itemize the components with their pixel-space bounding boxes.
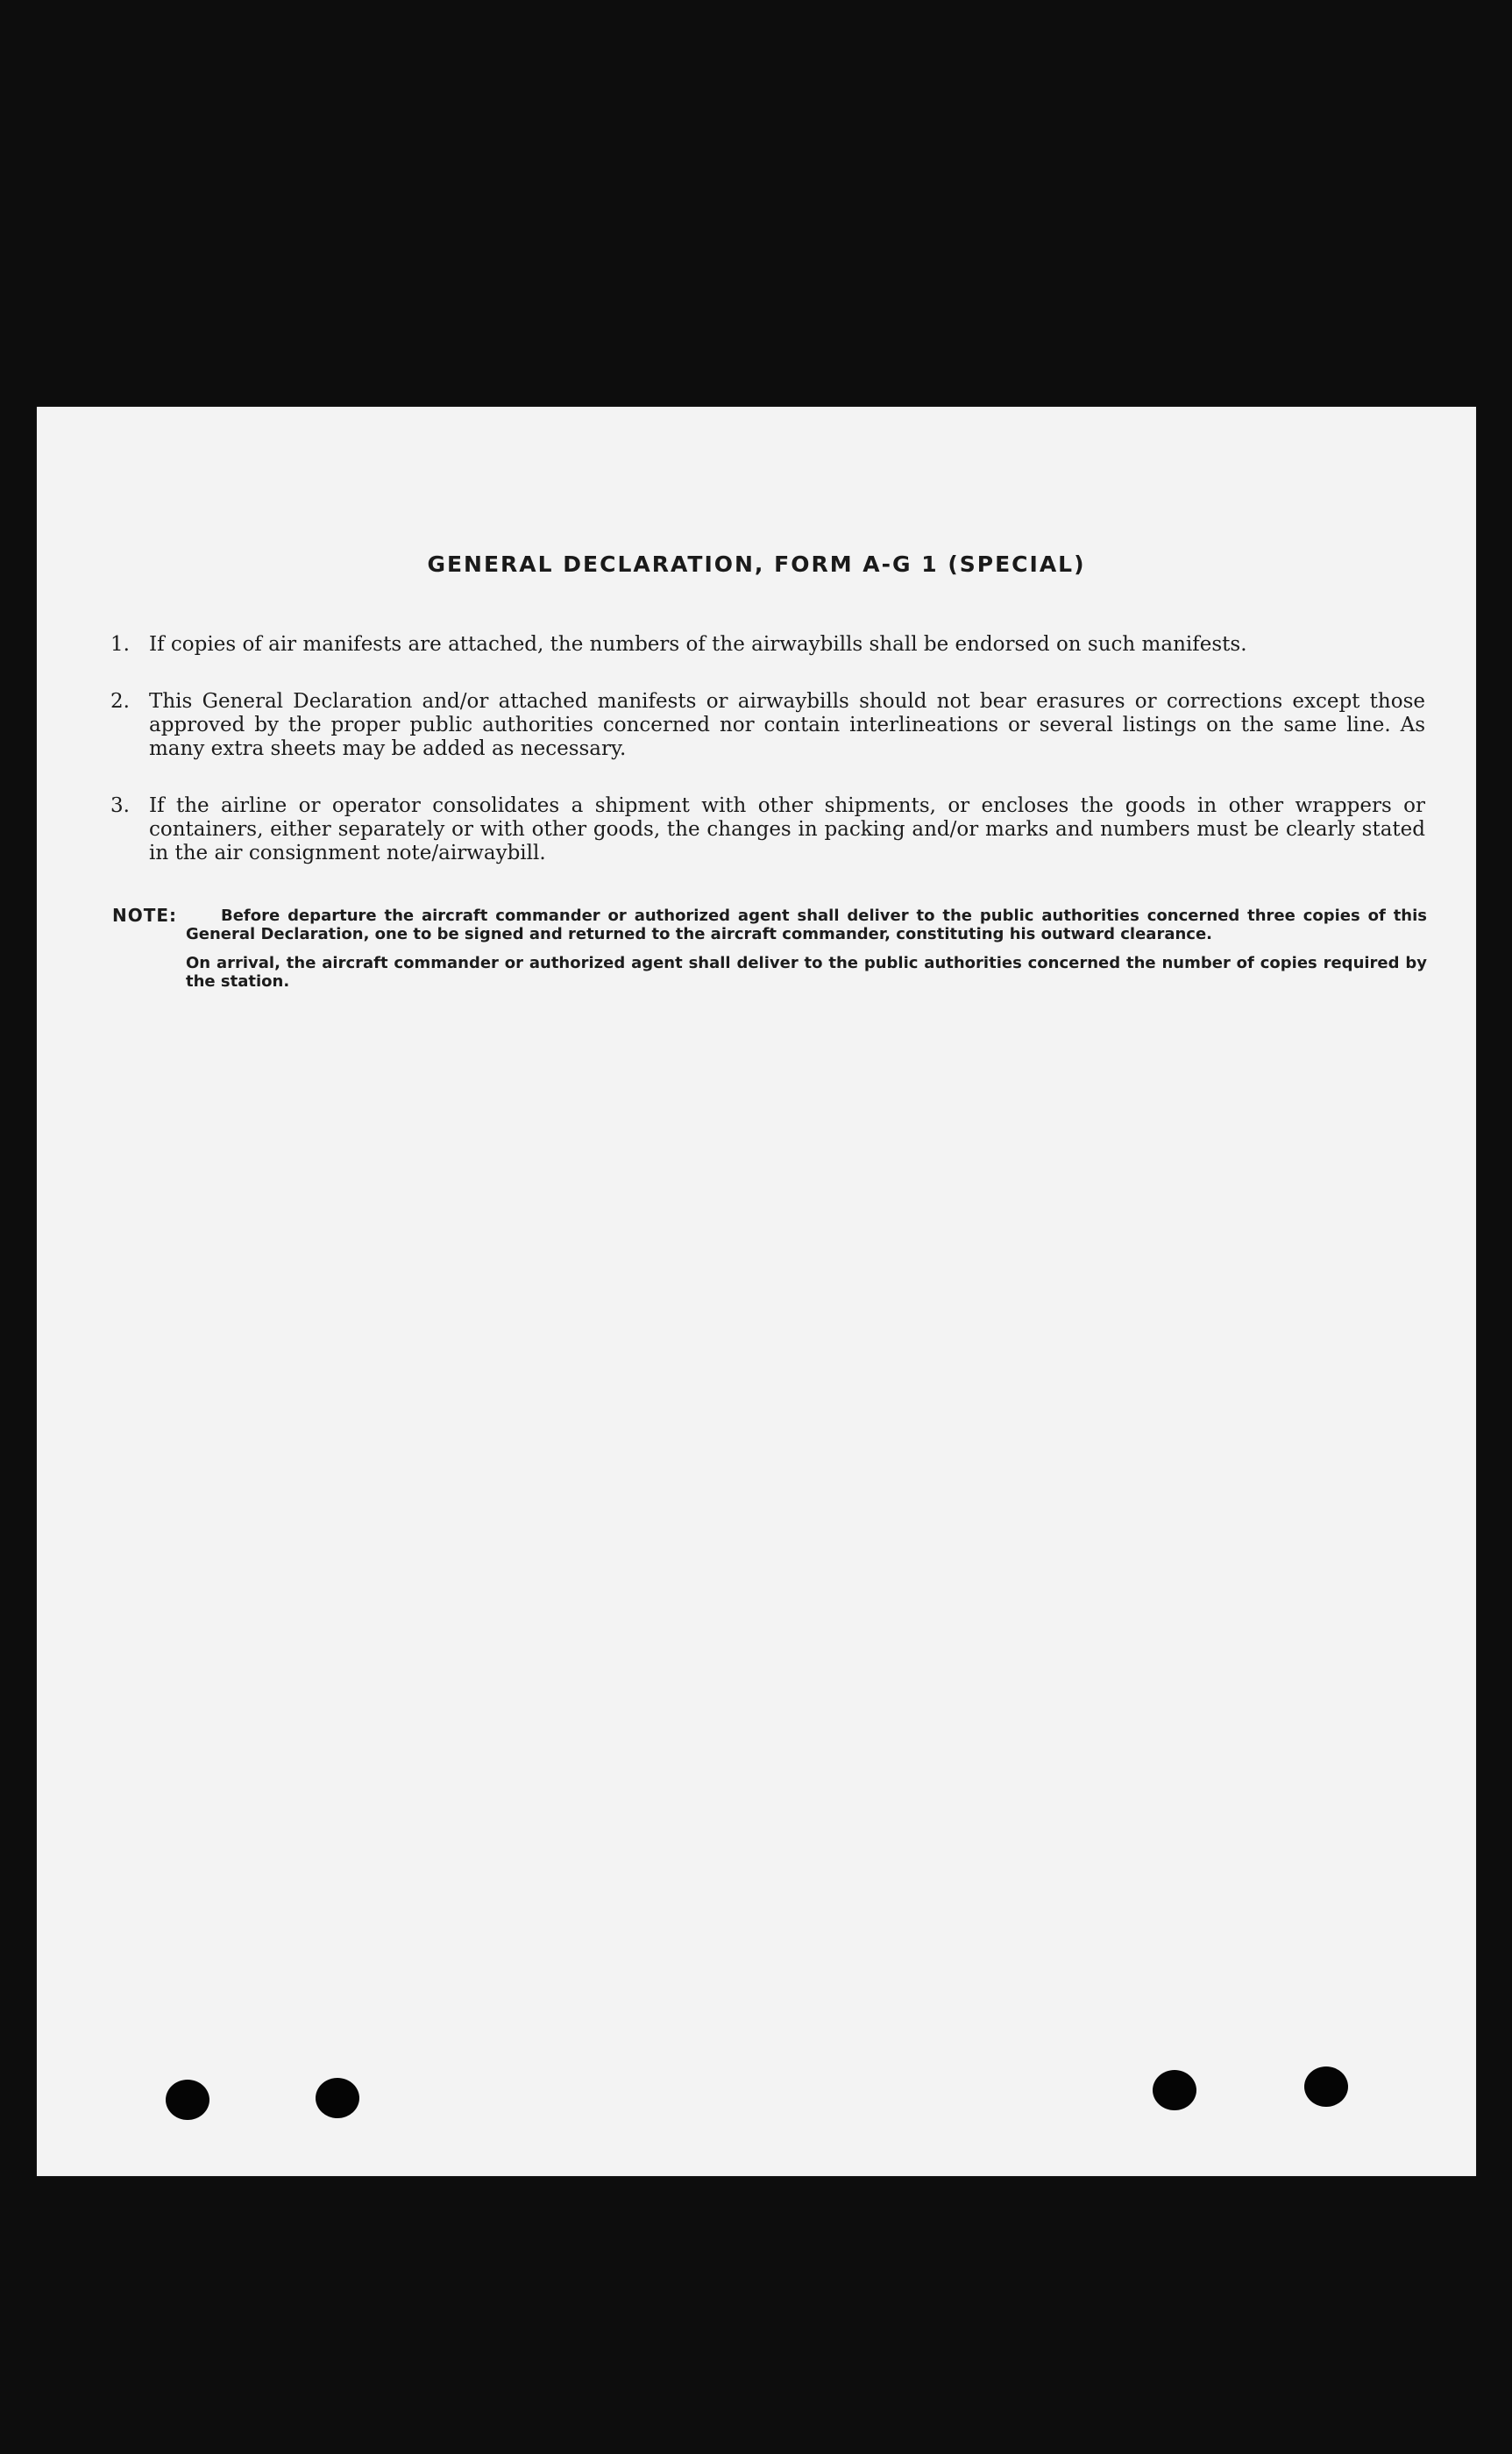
item-number: 2. <box>110 690 130 713</box>
note-label: NOTE: <box>112 905 178 926</box>
instruction-item <box>110 690 1425 761</box>
item-number: 3. <box>110 794 130 817</box>
punch-hole <box>166 2080 209 2120</box>
item-text: If the airline or operator consolidates a shipment with other shipments, or encloses the goods in other wrappers or containers, either separately or with other goods, the changes in packing and/or marks and numbers must be clearly stated in the air consignment note/airwaybill. <box>149 794 1425 864</box>
item-number: 1. <box>110 633 130 656</box>
punch-hole <box>316 2078 359 2118</box>
document-page <box>37 407 1476 2176</box>
note-paragraph-departure: Before departure the aircraft commander or authorized agent shall deliver to the public authorities concerned three copies of this General Declaration, one to be signed and returned to the aircraft commander, constituting his outward clearance. <box>186 907 1427 943</box>
instruction-list <box>110 633 1425 899</box>
punch-hole <box>1153 2070 1196 2110</box>
note-paragraph-arrival: On arrival, the aircraft commander or authorized agent shall deliver to the public authorities concerned the number of copies required by the station. <box>186 954 1427 991</box>
item-text: If copies of air manifests are attached, the numbers of the airwaybills shall be endorsed on such manifests. <box>149 633 1247 656</box>
note-section <box>112 907 1427 991</box>
document-title: GENERAL DECLARATION, FORM A-G 1 (SPECIAL) <box>427 551 1086 577</box>
punch-hole <box>1304 2066 1348 2107</box>
item-text: This General Declaration and/or attached manifests or airwaybills should not bear erasures or corrections except those approved by the proper public authorities concerned nor contain interlineations or several listings on the same line. As many extra sheets may be added as necessary. <box>149 690 1425 760</box>
instruction-item <box>110 794 1425 865</box>
instruction-item <box>110 633 1425 657</box>
